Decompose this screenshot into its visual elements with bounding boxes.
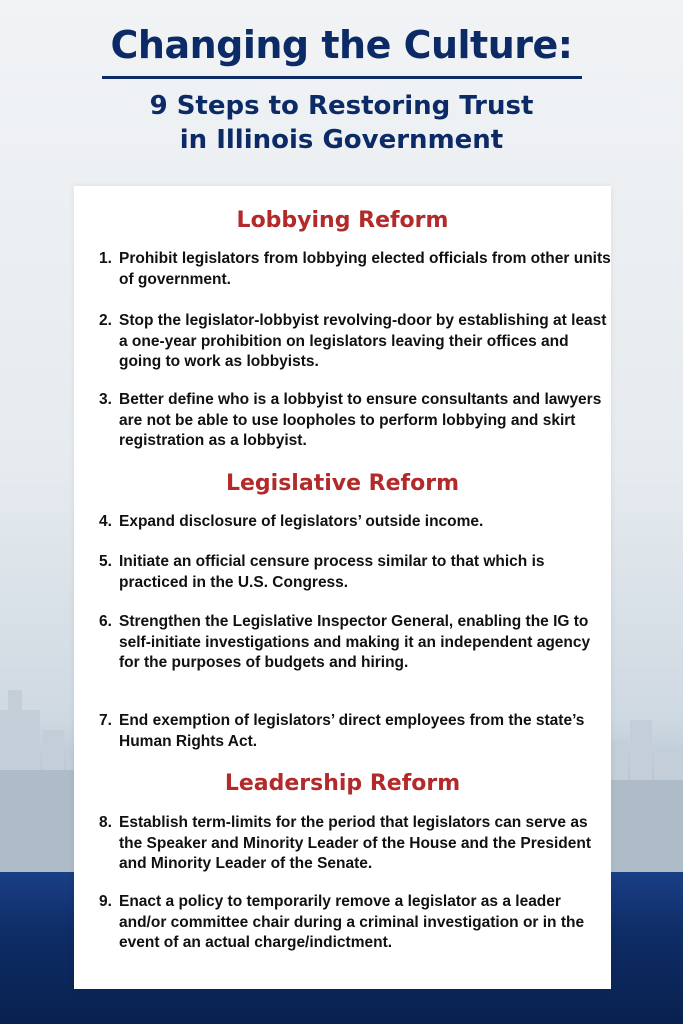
poster-header: [0, 22, 683, 157]
list-item-number: 8.: [99, 814, 112, 831]
page-title: Changing the Culture:: [110, 23, 573, 67]
list-item-number: 7.: [99, 712, 112, 729]
list-item-text: Expand disclosure of legislators’ outside income.: [119, 513, 484, 530]
list-item-text: Better define who is a lobbyist to ensure consultants and lawyers are not be able to use loopholes to perform lobbying and skirt registration as a lobbyist.: [119, 391, 602, 449]
title-divider: [102, 76, 582, 79]
page-subtitle-line-1: 9 Steps to Restoring Trust: [149, 91, 534, 121]
list-item-7: [99, 711, 611, 752]
list-item-1: [99, 249, 611, 290]
list-item-3: [99, 390, 611, 452]
list-item-text: Initiate an official censure process similar to that which is practiced in the U.S. Congress.: [119, 553, 545, 591]
section-title-lobbying: Lobbying Reform: [236, 208, 449, 233]
list-item-number: 9.: [99, 893, 112, 910]
list-item-text: Prohibit legislators from lobbying elected officials from other units of government.: [119, 250, 611, 288]
list-item-text: Stop the legislator-lobbyist revolving-door by establishing at least a one-year prohibition on legislators leaving their offices and going to work as lobbyists.: [119, 312, 607, 370]
list-item-number: 2.: [99, 312, 112, 329]
list-item-text: Strengthen the Legislative Inspector General, enabling the IG to self-initiate investigations and making it an independent agency for the purposes of budgets and hiring.: [119, 613, 591, 671]
list-item-4: [99, 512, 611, 533]
list-item-number: 6.: [99, 613, 112, 630]
page-subtitle-line-2: in Illinois Government: [179, 125, 504, 155]
list-item-9: [99, 892, 611, 954]
steps-card: [74, 186, 611, 989]
list-item-2: [99, 311, 611, 373]
list-item-text: Enact a policy to temporarily remove a legislator as a leader and/or committee chair during a criminal investigation or in the event of an actual charge/indictment.: [119, 893, 585, 951]
list-item-number: 3.: [99, 391, 112, 408]
list-item-6: [99, 612, 611, 674]
list-item-5: [99, 552, 611, 593]
list-item-number: 4.: [99, 513, 112, 530]
section-title-leadership: Leadership Reform: [224, 771, 461, 796]
list-item-number: 5.: [99, 553, 112, 570]
list-item-number: 1.: [99, 250, 112, 267]
list-item-text: End exemption of legislators’ direct employees from the state’s Human Rights Act.: [119, 712, 585, 750]
section-title-legislative: Legislative Reform: [225, 471, 459, 496]
list-item-8: [99, 813, 611, 875]
list-item-text: Establish term-limits for the period that legislators can serve as the Speaker and Minority Leader of the House and the President and Minority Leader of the Senate.: [119, 814, 591, 872]
